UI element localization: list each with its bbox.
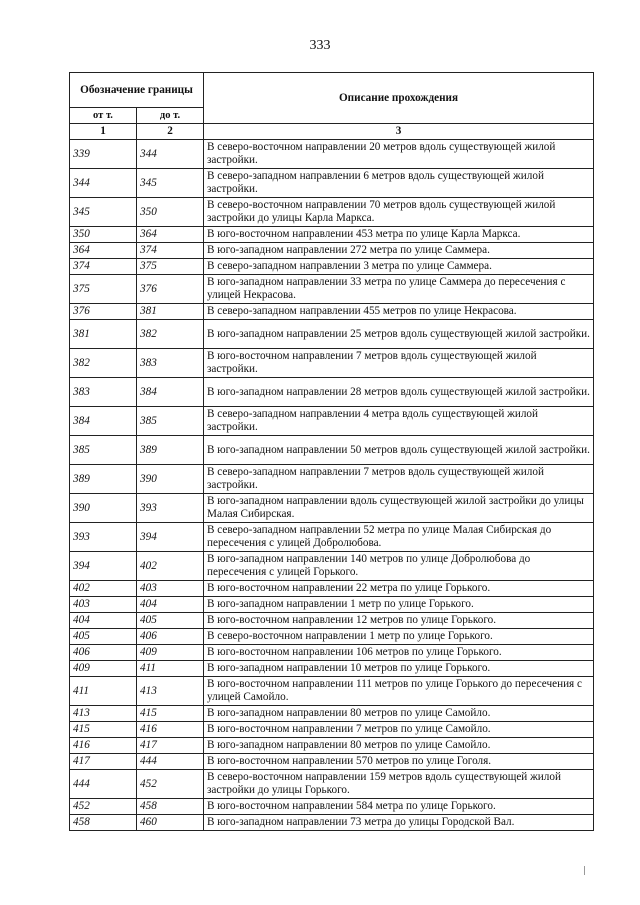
to-point-cell: 403 — [137, 581, 204, 597]
to-point-cell: 406 — [137, 629, 204, 645]
from-point-cell: 382 — [70, 349, 137, 378]
from-point-cell: 390 — [70, 494, 137, 523]
description-cell: В северо-западном направлении 4 метра вдоль существующей жилой застройки. — [204, 407, 594, 436]
description-cell: В юго-западном направлении 28 метров вдоль существующей жилой застройки. — [204, 378, 594, 407]
to-point-cell: 381 — [137, 304, 204, 320]
description-cell: В юго-западном направлении вдоль существующей жилой застройки до улицы Малая Сибирская. — [204, 494, 594, 523]
table-row — [70, 243, 594, 259]
from-point-cell: 393 — [70, 523, 137, 552]
table-row — [70, 436, 594, 465]
from-point-cell: 344 — [70, 169, 137, 198]
description-cell: В юго-западном направлении 140 метров по улице Добролюбова до пересечения с улицей Горького. — [204, 552, 594, 581]
to-point-cell: 344 — [137, 140, 204, 169]
from-point-cell: 364 — [70, 243, 137, 259]
table-row — [70, 677, 594, 706]
table-body — [70, 140, 594, 831]
description-cell: В юго-западном направлении 80 метров по улице Самойло. — [204, 738, 594, 754]
description-cell: В юго-западном направлении 10 метров по улице Горького. — [204, 661, 594, 677]
to-point-cell: 452 — [137, 770, 204, 799]
description-cell: В северо-восточном направлении 159 метров вдоль существующей жилой застройки до улицы Горького. — [204, 770, 594, 799]
table-row — [70, 198, 594, 227]
from-point-cell: 345 — [70, 198, 137, 227]
from-point-cell: 405 — [70, 629, 137, 645]
from-point-cell: 409 — [70, 661, 137, 677]
from-point-cell: 417 — [70, 754, 137, 770]
description-cell: В северо-западном направлении 455 метров по улице Некрасова. — [204, 304, 594, 320]
from-point-cell: 458 — [70, 815, 137, 831]
to-point-cell: 402 — [137, 552, 204, 581]
table-row — [70, 799, 594, 815]
from-point-cell: 339 — [70, 140, 137, 169]
table-row — [70, 169, 594, 198]
from-point-cell: 383 — [70, 378, 137, 407]
table-row — [70, 815, 594, 831]
description-cell: В юго-западном направлении 1 метр по улице Горького. — [204, 597, 594, 613]
from-point-cell: 452 — [70, 799, 137, 815]
from-point-cell: 444 — [70, 770, 137, 799]
table-row — [70, 597, 594, 613]
to-point-cell: 383 — [137, 349, 204, 378]
description-cell: В северо-западном направлении 3 метра по улице Саммера. — [204, 259, 594, 275]
column-number-2: 2 — [137, 124, 204, 140]
boundary-table — [69, 72, 594, 831]
from-point-cell: 416 — [70, 738, 137, 754]
to-point-cell: 409 — [137, 645, 204, 661]
description-cell: В юго-восточном направлении 453 метра по улице Карла Маркса. — [204, 227, 594, 243]
from-point-cell: 381 — [70, 320, 137, 349]
table-row — [70, 227, 594, 243]
table-row — [70, 494, 594, 523]
table-row — [70, 581, 594, 597]
description-cell: В юго-западном направлении 80 метров по улице Самойло. — [204, 706, 594, 722]
page-number: 333 — [309, 38, 331, 53]
from-point-cell: 406 — [70, 645, 137, 661]
to-point-cell: 390 — [137, 465, 204, 494]
table-row — [70, 706, 594, 722]
description-cell: В юго-восточном направлении 7 метров по улице Самойло. — [204, 722, 594, 738]
description-cell: В северо-восточном направлении 1 метр по улице Горького. — [204, 629, 594, 645]
to-point-cell: 364 — [137, 227, 204, 243]
header-from-point: от т. — [70, 108, 137, 124]
table-row — [70, 722, 594, 738]
table-row — [70, 770, 594, 799]
description-cell: В юго-восточном направлении 22 метра по улице Горького. — [204, 581, 594, 597]
table-row — [70, 738, 594, 754]
description-cell: В юго-западном направлении 25 метров вдоль существующей жилой застройки. — [204, 320, 594, 349]
to-point-cell: 345 — [137, 169, 204, 198]
description-cell: В юго-восточном направлении 7 метров вдоль существующей жилой застройки. — [204, 349, 594, 378]
to-point-cell: 404 — [137, 597, 204, 613]
description-cell: В юго-западном направлении 33 метра по улице Саммера до пересечения с улицей Некрасова. — [204, 275, 594, 304]
table-row — [70, 661, 594, 677]
to-point-cell: 375 — [137, 259, 204, 275]
description-cell: В юго-западном направлении 50 метров вдоль существующей жилой застройки. — [204, 436, 594, 465]
from-point-cell: 375 — [70, 275, 137, 304]
to-point-cell: 460 — [137, 815, 204, 831]
to-point-cell: 389 — [137, 436, 204, 465]
description-cell: В юго-западном направлении 272 метра по улице Саммера. — [204, 243, 594, 259]
table-row — [70, 613, 594, 629]
from-point-cell: 376 — [70, 304, 137, 320]
to-point-cell: 350 — [137, 198, 204, 227]
description-cell: В юго-восточном направлении 584 метра по улице Горького. — [204, 799, 594, 815]
table-row — [70, 754, 594, 770]
to-point-cell: 458 — [137, 799, 204, 815]
from-point-cell: 389 — [70, 465, 137, 494]
to-point-cell: 382 — [137, 320, 204, 349]
from-point-cell: 411 — [70, 677, 137, 706]
to-point-cell: 405 — [137, 613, 204, 629]
table-row — [70, 304, 594, 320]
to-point-cell: 376 — [137, 275, 204, 304]
to-point-cell: 393 — [137, 494, 204, 523]
table-row — [70, 140, 594, 169]
column-number-1: 1 — [70, 124, 137, 140]
column-number-3: 3 — [204, 124, 594, 140]
from-point-cell: 415 — [70, 722, 137, 738]
table-row — [70, 645, 594, 661]
description-cell: В северо-западном направлении 7 метров вдоль существующей жилой застройки. — [204, 465, 594, 494]
from-point-cell: 404 — [70, 613, 137, 629]
from-point-cell: 403 — [70, 597, 137, 613]
to-point-cell: 384 — [137, 378, 204, 407]
to-point-cell: 416 — [137, 722, 204, 738]
header-boundary-designation: Обозначение границы — [70, 73, 204, 108]
to-point-cell: 415 — [137, 706, 204, 722]
from-point-cell: 374 — [70, 259, 137, 275]
table-row — [70, 465, 594, 494]
description-cell: В северо-восточном направлении 20 метров вдоль существующей жилой застройки. — [204, 140, 594, 169]
table-row — [70, 275, 594, 304]
description-cell: В юго-восточном направлении 111 метров по улице Горького до пересечения с улицей Самойло. — [204, 677, 594, 706]
to-point-cell: 444 — [137, 754, 204, 770]
to-point-cell: 413 — [137, 677, 204, 706]
description-cell: В юго-западном направлении 73 метра до улицы Городской Вал. — [204, 815, 594, 831]
description-cell: В северо-западном направлении 52 метра по улице Малая Сибирская до пересечения с улицей Добролюбова. — [204, 523, 594, 552]
to-point-cell: 417 — [137, 738, 204, 754]
table-row — [70, 523, 594, 552]
from-point-cell: 413 — [70, 706, 137, 722]
from-point-cell: 402 — [70, 581, 137, 597]
table-row — [70, 629, 594, 645]
from-point-cell: 384 — [70, 407, 137, 436]
table-row — [70, 349, 594, 378]
description-cell: В северо-восточном направлении 70 метров вдоль существующей жилой застройки до улицы Карла Маркса. — [204, 198, 594, 227]
scan-mark — [584, 866, 585, 875]
from-point-cell: 385 — [70, 436, 137, 465]
to-point-cell: 374 — [137, 243, 204, 259]
table-row — [70, 378, 594, 407]
table-row — [70, 552, 594, 581]
to-point-cell: 411 — [137, 661, 204, 677]
header-description: Описание прохождения — [204, 73, 594, 124]
from-point-cell: 350 — [70, 227, 137, 243]
description-cell: В юго-восточном направлении 12 метров по улице Горького. — [204, 613, 594, 629]
table-header — [70, 73, 594, 140]
table-row — [70, 320, 594, 349]
description-cell: В юго-восточном направлении 106 метров по улице Горького. — [204, 645, 594, 661]
to-point-cell: 385 — [137, 407, 204, 436]
description-cell: В северо-западном направлении 6 метров вдоль существующей жилой застройки. — [204, 169, 594, 198]
table-row — [70, 259, 594, 275]
from-point-cell: 394 — [70, 552, 137, 581]
to-point-cell: 394 — [137, 523, 204, 552]
description-cell: В юго-восточном направлении 570 метров по улице Гоголя. — [204, 754, 594, 770]
table-row — [70, 407, 594, 436]
header-to-point: до т. — [137, 108, 204, 124]
